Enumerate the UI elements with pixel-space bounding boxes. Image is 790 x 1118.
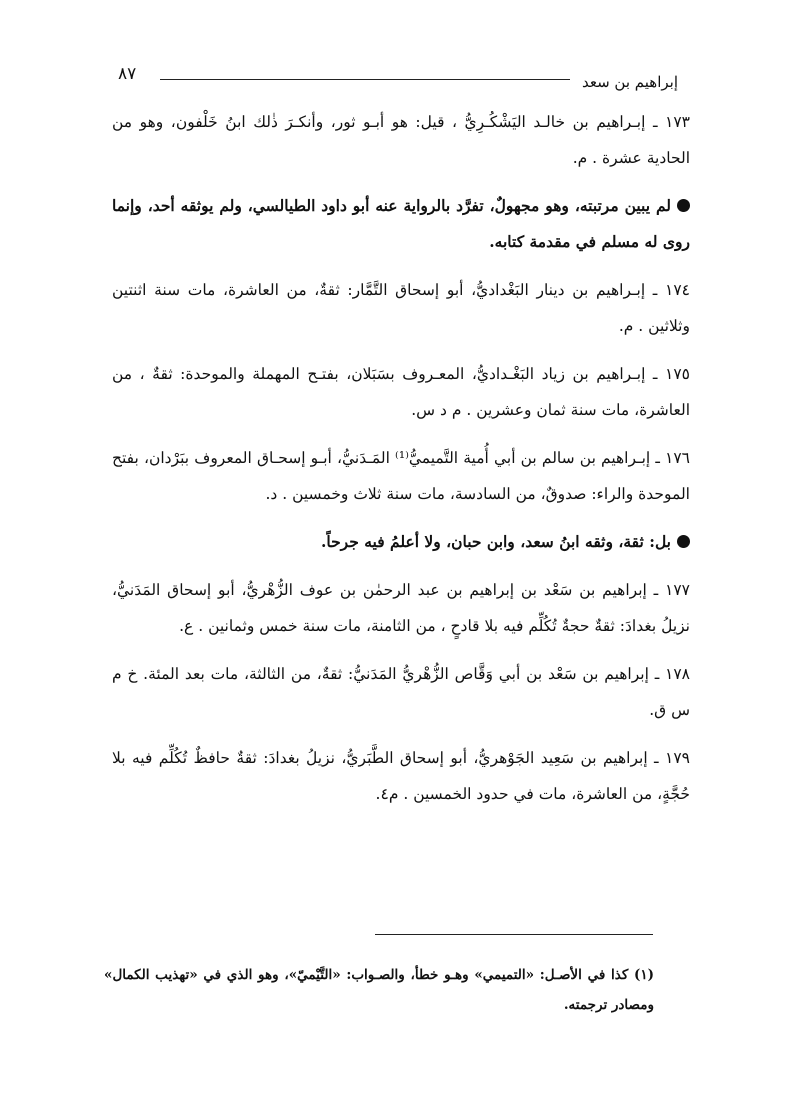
entry-173: ١٧٣ ـ إبـراهيم بن خالـد اليَشْكُـرِيُّ ، قيل: هو أبـو ثور، وأنكـرَ ذٰلك ابنُ خَلْفون، وهو من الحادية عشرة . م.	[112, 113, 690, 167]
entry-174: ١٧٤ ـ إبـراهيم بن دينار البَغْداديُّ، أبو إسحاق التَّمَّار: ثقةٌ، من العاشرة، مات سنة اثنتين وثلاثين . م.	[112, 281, 690, 335]
note-entry-176	[112, 524, 690, 560]
note-text: بل: ثقة، وثقه ابنُ سعد، وابن حبان، ولا أعلمُ فيه جرحاً.	[320, 532, 671, 551]
entry-178: ١٧٨ ـ إبراهيم بن سَعْد بن أبي وَقَّاص الزُّهْريُّ المَدَنيُّ: ثقةٌ، من الثالثة، مات بعد المئة. خ م س ق.	[112, 665, 690, 719]
bullet-icon	[677, 199, 690, 212]
footnote: (١) كذا في الأصـل: «التميمي» وهـو خطأ، والصـواب: «التَّيْميّ»، وهو الذي في «تهذيب الكمال» ومصادر ترجمته.	[104, 967, 654, 1013]
entry-175: ١٧٥ ـ إبـراهيم بن زياد البَغْـداديُّ، المعـروف بسَبَلان، بفتـح المهملة والموحدة: ثقةٌ ، من العاشرة، مات سنة ثمان وعشرين . م د س.	[112, 365, 690, 419]
header-title: إبراهيم بن سعد	[581, 73, 678, 91]
main-text	[112, 104, 690, 824]
bullet-icon	[677, 535, 690, 548]
entry-177: ١٧٧ ـ إبراهيم بن سَعْد بن إبراهيم بن عبد الرحمٰن بن عوف الزُّهْريُّ، أبو إسحاق المَدَنيُّ، نزيلُ بغدادَ: ثقةٌ حجةٌ تُكُلِّم فيه بلا قادحٍ ، من الثامنة، مات سنة خمس وثمانين . ع.	[112, 581, 690, 635]
page-number: ٨٧	[118, 64, 137, 84]
entry-176: ١٧٦ ـ إبـراهيم بن سالم بن أبي أُمية التَّميميُّ⁽¹⁾ المَـدَنيُّ، أبـو إسحـاق المعروف ببَرْدان، بفتح الموحدة والراء: صدوقٌ، من السادسة، مات سنة ثلاث وخمسين . د.	[112, 449, 691, 503]
footnote-rule	[375, 934, 653, 935]
header-rule	[160, 79, 570, 80]
entry-179: ١٧٩ ـ إبراهيم بن سَعِيد الجَوْهريُّ، أبو إسحاق الطَّبَريُّ، نزيلُ بغدادَ: ثقةٌ حافظٌ تُكُلِّم فيه بلا حُجَّةٍ، من العاشرة، مات في حدود الخمسين . م٤.	[112, 749, 690, 803]
note-text: لم يبين مرتبته، وهو مجهولٌ، تفرَّد بالرواية عنه أبو داود الطيالسي، ولم يوثقه أحد، وإنما روى له مسلم في مقدمة كتابه.	[112, 196, 690, 251]
running-header	[118, 62, 678, 96]
note-entry-173	[112, 188, 690, 260]
